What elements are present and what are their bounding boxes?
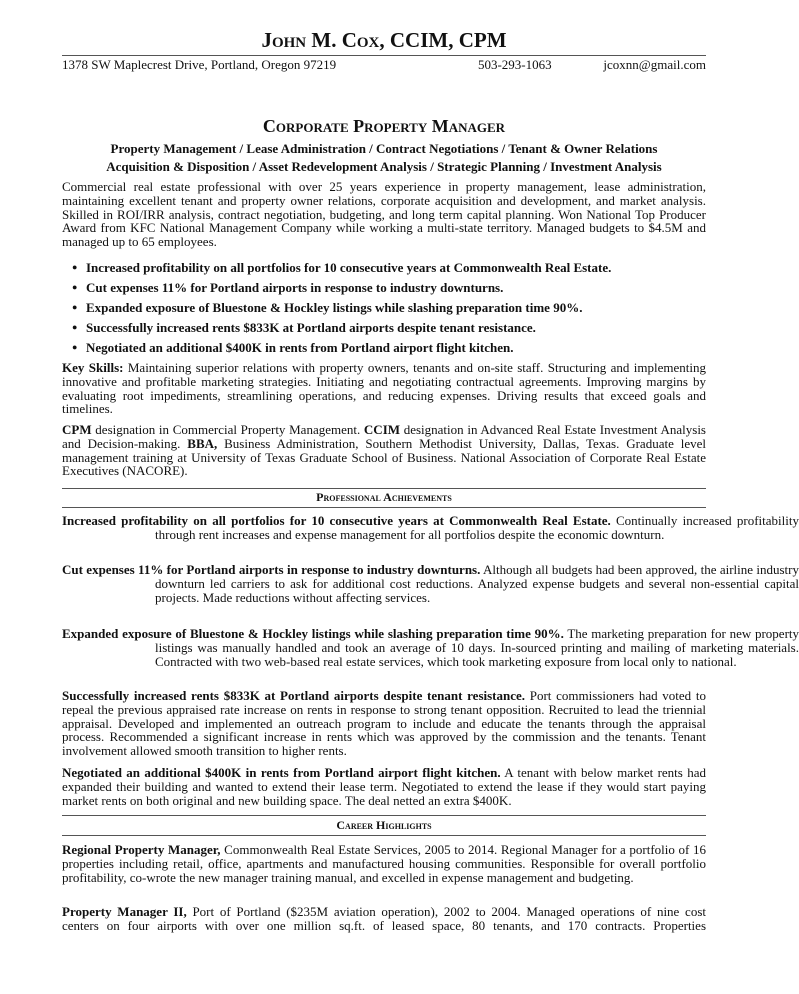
specialty-line: Acquisition & Disposition / Asset Redevelopment Analysis / Strategic Planning / Investment Analysis <box>106 159 662 174</box>
career-item <box>62 905 706 933</box>
specialties <box>62 140 706 176</box>
address: 1378 SW Maplecrest Drive, Portland, Oregon 97219 <box>62 57 337 72</box>
achievement-item <box>62 563 799 604</box>
achievement-item <box>62 627 799 668</box>
email[interactable]: jcoxnn@gmail.com <box>603 57 706 72</box>
achievement-lead: Negotiated an additional $400K in rents from Portland airport flight kitchen. <box>62 765 501 780</box>
achievement-text: Although all budgets had been approved, the airline industry downturn led carriers to ask for additional cost reductions. Analyzed expense budgets and several non-essential capital projects. Made reductions without affecting services. <box>155 562 799 605</box>
divider <box>62 55 706 56</box>
achievement-text: Continually increased profitability through rent increases and expense management for all portfolios despite the economic downturn. <box>155 513 799 542</box>
job-title: Corporate Property Manager <box>262 116 506 136</box>
achievement-text: Port commissioners had voted to repeal the previous appraised rate increase on rents in response to strong tenant opposition. Recruited to lead the triennial appraisal. Developed and implemented an outreach program to include and educate the tenants through the appraisal process. Recommended a significant increase in rents which was approved by the commission and the tenants. Tenant involvement allowed smooth transition to higher rents. <box>62 688 706 759</box>
achievement-item <box>62 766 706 807</box>
phone: 503-293-1063 <box>477 57 552 72</box>
career-text: Port of Portland ($235M aviation operation), 2002 to 2004. Managed operations of nine cost centers on four airports with over one million sq.ft. of leased space, 80 tenants, and 170 contracts. Properties <box>62 904 706 933</box>
summary: Commercial real estate professional with over 25 years experience in property management, lease administration, maintaining excellent tenant and property owner relations, corporate acquisition and development, and market analysis. Skilled in ROI/IRR analysis, contract negotiation, budgeting, and long term capital planning. Won National Top Producer Award from KFC National Management Company while working a multi-state territory. Managed budgets to $4.5M and managed up to 65 employees. <box>62 179 706 250</box>
achievement-text: The marketing preparation for new property listings was manually handled and took an average of 10 days. In-sourced printing and mailing of marketing materials. Contracted with two web-based real estate services, which took marketing exposure from local only to national. <box>155 626 799 669</box>
key-skills <box>62 361 706 416</box>
achievement-lead: Successfully increased rents $833K at Portland airports despite tenant resistance. <box>62 688 526 703</box>
ccim-text: designation in Advanced Real Estate Investment Analysis and Decision-making. <box>62 422 706 451</box>
cpm-text: designation in Commercial Property Management. <box>91 422 364 437</box>
divider <box>62 488 706 489</box>
career-lead: Property Manager II, <box>62 904 187 919</box>
achievement-text: A tenant with below market rents had expanded their building and wanted to extend their lease term. Negotiated to extend the lease if they would start paying market rents on both original and new building space. The deal netted an extra $400K. <box>62 765 706 808</box>
achievement-item <box>62 514 799 542</box>
divider <box>62 507 706 508</box>
key-skills-label: Key Skills: <box>62 360 124 375</box>
list-item: ● Cut expenses 11% for Portland airports in response to industry downturns. <box>62 281 706 301</box>
divider <box>62 815 706 816</box>
career-text: Commonwealth Real Estate Services, 2005 to 2014. Regional Manager for a portfolio of 16 properties including retail, office, apartments and manufactured housing communities. Responsible for overall portfolio profitability, co-wrote the new manager training manual, and excelled in expense management and budgeting. <box>62 842 706 885</box>
contact-line <box>62 58 706 72</box>
section-heading-achievements: Professional Achievements <box>316 490 452 504</box>
cpm-label: CPM <box>62 422 92 437</box>
bba-text: Business Administration, Southern Methodist University, Dallas, Texas. Graduate level management training at University of Texas Graduate School of Business. National Association of Corporate Real Estate Executives (NACORE). <box>62 435 706 479</box>
key-skills-text: Maintaining superior relations with property owners, tenants and on-site staff. Structuring and implementing innovative and profitable marketing strategies. Initiating and negotiating contractual agreements. Improving margins by evaluating root impediments, streamlining operations, and reducing expenses. Driving results that exceed goals and timelines. <box>62 360 706 417</box>
career-item <box>62 843 706 884</box>
list-item: ● Successfully increased rents $833K at Portland airports despite tenant resistance. <box>62 321 706 341</box>
ccim-label: CCIM <box>363 422 401 437</box>
section-heading-career: Career Highlights <box>336 818 432 832</box>
achievement-lead: Increased profitability on all portfolios for 10 consecutive years at Commonwealth Real Estate. <box>62 513 611 528</box>
achievement-lead: Cut expenses 11% for Portland airports in response to industry downturns. <box>62 562 481 577</box>
bba-label: BBA, <box>187 435 218 451</box>
achievement-item <box>62 689 706 758</box>
divider <box>62 835 706 836</box>
specialty-line: Property Management / Lease Administration / Contract Negotiations / Tenant & Owner Relations <box>110 141 658 156</box>
achievement-lead: Expanded exposure of Bluestone & Hockley listings while slashing preparation time 90%. <box>62 626 564 641</box>
candidate-name: John M. Cox, CCIM, CPM <box>261 28 507 52</box>
list-item: ● Increased profitability on all portfolios for 10 consecutive years at Commonwealth Real Estate. <box>62 261 706 281</box>
education <box>62 423 706 478</box>
list-item: ● Expanded exposure of Bluestone & Hockley listings while slashing preparation time 90%. <box>62 301 706 321</box>
career-lead: Regional Property Manager, <box>62 842 221 857</box>
list-item: ● Negotiated an additional $400K in rents from Portland airport flight kitchen. <box>62 341 706 361</box>
highlights-list <box>62 261 706 361</box>
